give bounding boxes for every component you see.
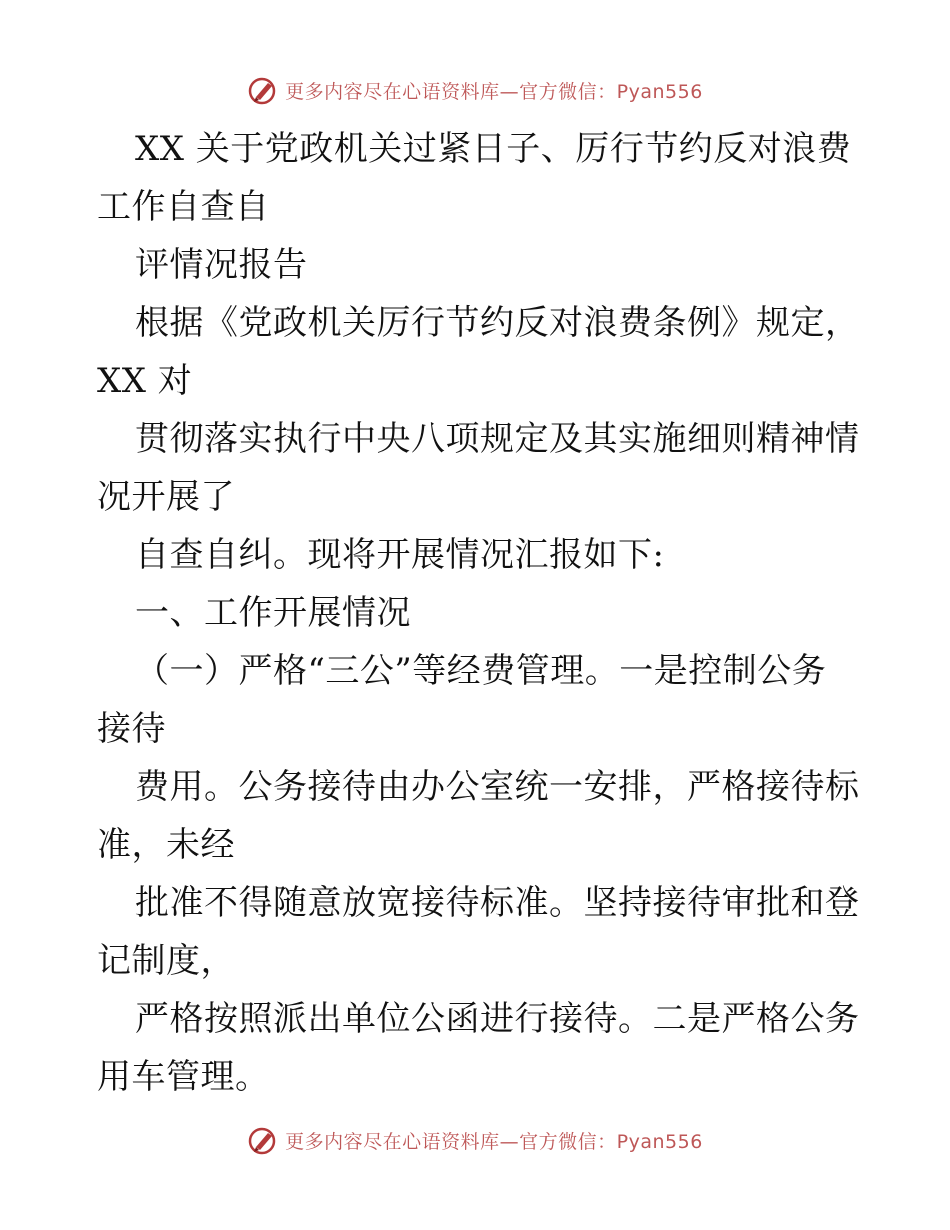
text-line: 记制度， xyxy=(97,941,235,981)
watermark-text: 更多内容尽在心语资料库—官方微信：Pyan556 xyxy=(285,1130,703,1153)
header-watermark xyxy=(0,70,950,110)
text-line: XX 对 xyxy=(97,361,193,401)
watermark-text: 更多内容尽在心语资料库—官方微信：Pyan556 xyxy=(285,80,703,103)
text-line: 严格按照派出单位公函进行接待。二是严格公务 xyxy=(135,999,860,1039)
text-line: 一、工作开展情况 xyxy=(135,593,411,633)
pen-logo-icon xyxy=(247,1124,279,1156)
footer-watermark xyxy=(0,1120,950,1160)
text-line: 根据《党政机关厉行节约反对浪费条例》规定， xyxy=(135,303,860,343)
document-body xyxy=(97,120,867,1106)
text-line: 用车管理。 xyxy=(97,1057,270,1097)
text-line: 接待 xyxy=(97,709,166,749)
text-line: XX 关于党政机关过紧日子、厉行节约反对浪费 xyxy=(135,129,852,169)
text-line: 评情况报告 xyxy=(135,245,308,285)
text-line: 贯彻落实执行中央八项规定及其实施细则精神情 xyxy=(135,419,860,459)
pen-logo-icon xyxy=(247,74,279,106)
text-line: 准，未经 xyxy=(97,825,235,865)
text-line: 工作自查自 xyxy=(97,187,270,227)
text-line: （一）严格“三公”等经费管理。一是控制公务 xyxy=(135,651,827,691)
text-line: 批准不得随意放宽接待标准。坚持接待审批和登 xyxy=(135,883,860,923)
text-line: 自查自纠。现将开展情况汇报如下: xyxy=(135,535,665,575)
text-line: 费用。公务接待由办公室统一安排，严格接待标 xyxy=(135,767,860,807)
text-line: 况开展了 xyxy=(97,477,235,517)
